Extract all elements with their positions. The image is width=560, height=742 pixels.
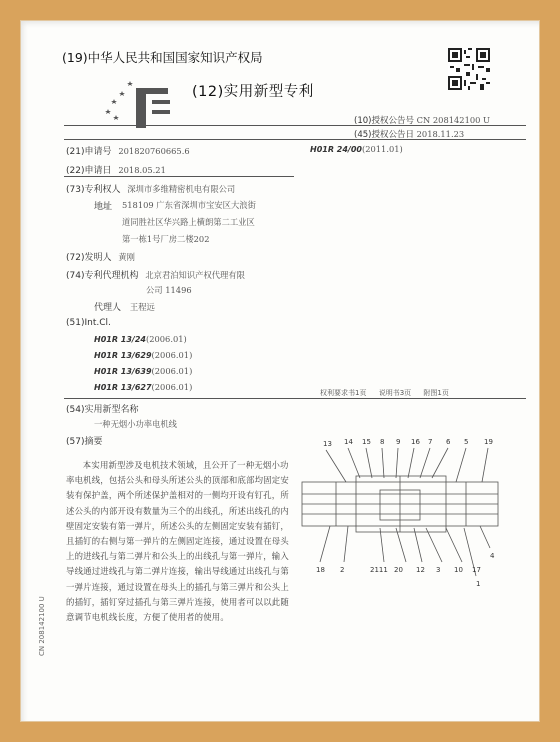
figure-label: 12 <box>416 566 425 574</box>
figure-label: 14 <box>344 438 353 446</box>
utility-model-title: 一种无烟小功率电机线 <box>94 419 177 429</box>
figure-label: 16 <box>411 438 420 446</box>
application-date: (22)申请日 2018.05.21 <box>66 165 166 176</box>
figure-label: 2111 <box>370 566 388 574</box>
address-line: 第一栋1号厂房二楼202 <box>122 234 210 244</box>
page-counts: 权利要求书1页 说明书3页 附图1页 <box>320 389 449 397</box>
figure-label: 10 <box>454 566 463 574</box>
figure-label: 15 <box>362 438 371 446</box>
title-label: (54)实用新型名称 <box>66 405 139 415</box>
divider <box>64 125 526 126</box>
ipc-class: H01R 13/639(2006.01) <box>94 366 193 376</box>
address-label: 地址 <box>94 202 113 212</box>
figure-label: 9 <box>396 438 401 446</box>
figure-label: 20 <box>394 566 403 574</box>
figure-label: 7 <box>428 438 433 446</box>
intcl-label: (51)Int.Cl. <box>66 318 111 328</box>
address-line: 518109 广东省深圳市宝安区大浪街 <box>122 200 256 210</box>
figure-label: 6 <box>446 438 451 446</box>
pub-number-row: (10)授权公告号 CN 208142100 U <box>354 115 491 126</box>
agency-line: 公司 11496 <box>146 285 192 295</box>
ipc-head: H01R 24/00(2011.01) <box>310 144 403 154</box>
figure-label: 13 <box>323 440 332 448</box>
divider <box>64 398 526 399</box>
agent: 代理人 王程远 <box>94 302 155 313</box>
figure-label: 4 <box>490 552 495 560</box>
abstract-figure <box>296 432 512 592</box>
patent-page <box>38 36 518 716</box>
agency: (74)专利代理机构 北京君泊知识产权代理有限 <box>66 270 245 281</box>
figure-label: 1 <box>476 580 481 588</box>
patentee: (73)专利权人 深圳市多维精密机电有限公司 <box>66 184 236 195</box>
figure-label: 3 <box>436 566 441 574</box>
inventor: (72)发明人 黄刚 <box>66 252 135 263</box>
document-type: (12)实用新型专利 <box>192 84 314 100</box>
application-number: (21)申请号 201820760665.6 <box>66 146 190 157</box>
divider <box>64 176 294 177</box>
address-line: 道同胜社区华兴路上横朗第二工业区 <box>122 217 255 227</box>
figure-label: 8 <box>380 438 385 446</box>
side-publication-number: CN 208142100 U <box>38 596 46 656</box>
sipo-logo <box>98 74 176 138</box>
figure-label: 5 <box>464 438 469 446</box>
pub-date-row: (45)授权公告日 2018.11.23 <box>354 129 465 140</box>
figure-label: 2 <box>340 566 345 574</box>
figure-label: 19 <box>484 438 493 446</box>
figure-label: 18 <box>316 566 325 574</box>
ipc-class: H01R 13/24(2006.01) <box>94 334 187 344</box>
ipc-class: H01R 13/627(2006.01) <box>94 382 193 392</box>
divider <box>64 139 526 140</box>
ipc-class: H01R 13/629(2006.01) <box>94 350 193 360</box>
abstract-text: 本实用新型涉及电机技术领域，且公开了一种无烟小功率电机线，包括公头和母头所述公头的顶部和底部均固定安装有保护盖，两个所述保护盖相对的一侧均开设有钉孔，所述公头的内部开设有数量为三个的出线孔，所述出线孔的内壁固定安装有第一弹片，所述公头的左侧固定安装有插钉，且插钉的右侧与第一弹片的左侧固定连接，通过设置在母头上的进线孔与第二弹片和公头上的出线孔与第一弹片，输入导线通过进线孔与第二弹片连接，输出导线通过出线孔与第一弹片连接，通过设置在母头上的插孔与第三弹片和公头上的插钉，插钉穿过插孔与第三弹片连接，使用者可以以此随意调节电机线长度，方便了使用者的使用。 <box>66 460 289 623</box>
qr-code <box>448 48 490 90</box>
abstract-label: (57)摘要 <box>66 437 103 447</box>
office-name: (19)中华人民共和国国家知识产权局 <box>62 50 263 65</box>
figure-label: 17 <box>472 566 481 574</box>
